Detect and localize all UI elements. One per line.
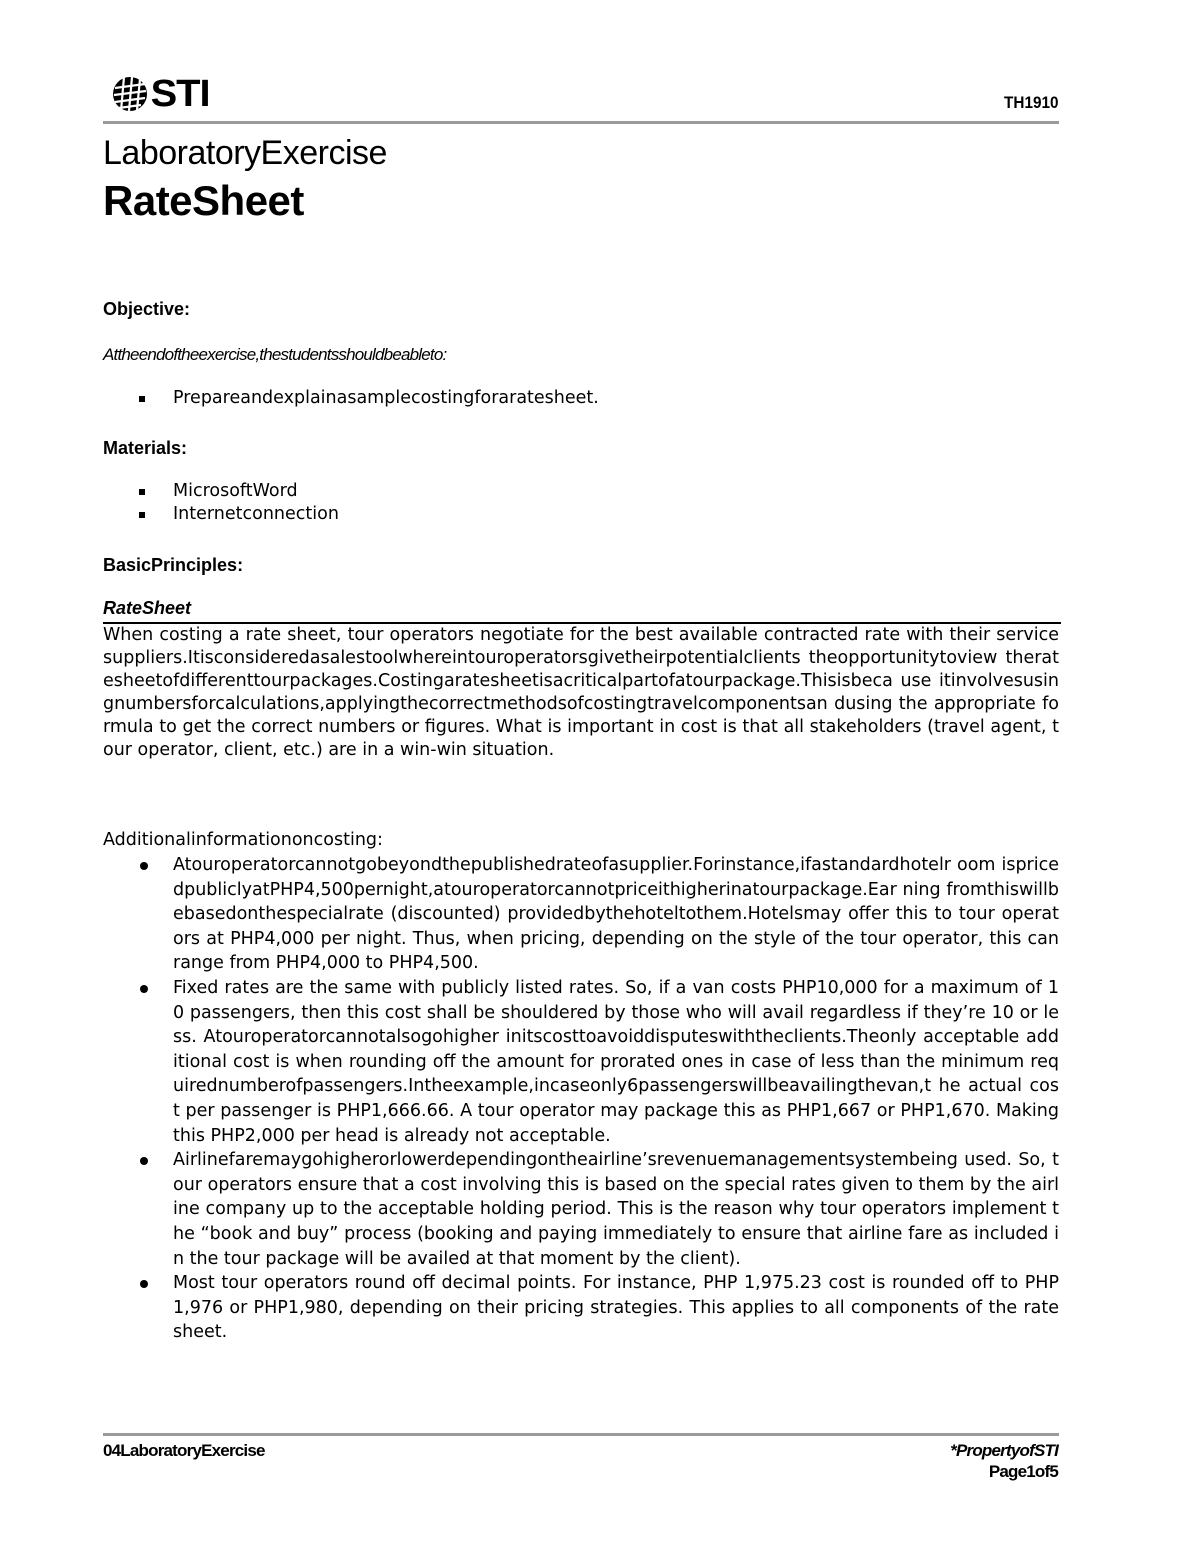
list-item	[103, 1148, 1059, 1271]
rate-sheet-paragraph: When costing a rate sheet, tour operators negotiate for the best available contracted rate with their service suppliers.Itisconsideredasalestoolwhereintouroperatorsgivetheirpotentialclients theopportunitytoview theratesheetofdifferenttourpackages.Costingaratesheetisacriticalpartofatourpackage.Thisisbeca use itinvolvesusingnumbersforcalculations,applyingthecorrectmethodsofcostingtravelcomponentsan dusing the appropriate formula to get the correct numbers or figures. What is important in cost is that all stakeholders (travel agent, tour operator, client, etc.) are in a win-win situation.	[103, 625, 1059, 760]
list-item-text: Most tour operators round off decimal points. For instance, PHP 1,975.23 cost is rounded off to PHP 1,976 or PHP1,980, depending on their pricing strategies. This applies to all components of the rate sheet.	[173, 1273, 1059, 1343]
costing-bullet-list	[103, 853, 1059, 1345]
materials-item: MicrosoftWord	[173, 481, 298, 501]
square-bullet-icon	[139, 512, 145, 518]
header-divider	[103, 121, 1059, 124]
bullet-dot-icon	[140, 1280, 148, 1288]
objective-intro: Attheendoftheexercise,thestudentsshouldbeableto:	[103, 345, 447, 364]
list-item	[103, 853, 1059, 976]
objective-item: Prepareandexplainasamplecostingforaratesheet.	[173, 388, 599, 408]
materials-heading: Materials:	[103, 438, 188, 458]
square-bullet-icon	[139, 489, 145, 495]
principles-heading: BasicPrinciples:	[103, 555, 244, 575]
list-item	[103, 1271, 1059, 1345]
footer-divider	[103, 1433, 1059, 1436]
bullet-dot-icon	[140, 985, 148, 993]
footer-page-number: Page1of5	[988, 1462, 1058, 1481]
page-subtitle: RateSheet	[103, 177, 304, 224]
logo-wordmark: STI	[150, 72, 210, 115]
additional-info-heading: Additionalinformationoncosting:	[103, 830, 383, 850]
bullet-dot-icon	[140, 862, 148, 870]
footer-document-label: 04LaboratoryExercise	[103, 1441, 265, 1460]
list-item	[103, 976, 1059, 1148]
list-item-text: Airlinefaremaygohigherorlowerdependingontheairline’srevenuemanagementsystembeing used. So, tour operators ensure that a cost involving this is based on the special rates given to them by the airline company up to the acceptable holding period. This is the reason why tour operators implement the “book and buy” process (booking and paying immediately to ensure that airline fare as included in the tour package will be availed at that moment by the client).	[173, 1150, 1059, 1269]
sti-logo	[112, 72, 208, 116]
footer-property-label: *PropertyofSTI	[950, 1441, 1058, 1460]
materials-item: Internetconnection	[173, 504, 339, 524]
document-code: TH1910	[1003, 93, 1058, 112]
objective-heading: Objective:	[103, 299, 191, 319]
rate-sheet-subheading: RateSheet	[103, 598, 192, 618]
page-title: LaboratoryExercise	[103, 134, 387, 172]
bullet-dot-icon	[140, 1157, 148, 1165]
list-item-text: Fixed rates are the same with publicly listed rates. So, if a van costs PHP10,000 for a maximum of 10 passengers, then this cost shall be shouldered by those who will avail regardless if they’re 10 or less. Atouroperatorcannotalsogohigher initscosttoavoiddisputeswiththeclients.Theonly acceptable additional cost is when rounding off the amount for prorated ones in case of less than the minimum requirednumberofpassengers.Intheexample,incaseonly6passengerswillbeavailingthevan,t he actual cost per passenger is PHP1,666.66. A tour operator may package this as PHP1,667 or PHP1,670. Making this PHP2,000 per head is already not acceptable.	[173, 977, 1059, 1146]
list-item-text: Atouroperatorcannotgobeyondthepublishedrateofasupplier.Forinstance,ifastandardhotelr oom ispricedpubliclyatPHP4,500pernight,atouroperatorcannotpriceithigherinatourpackage.Ear ning fromthiswillbebasedonthespecialrate (discounted) providedbythehoteltothem.Hotelsmay offer this to tour operators at PHP4,000 per night. Thus, when pricing, depending on the style of the tour operator, this can range from PHP4,000 to PHP4,500.	[173, 855, 1059, 974]
square-bullet-icon	[139, 396, 145, 402]
globe-icon	[112, 74, 148, 114]
